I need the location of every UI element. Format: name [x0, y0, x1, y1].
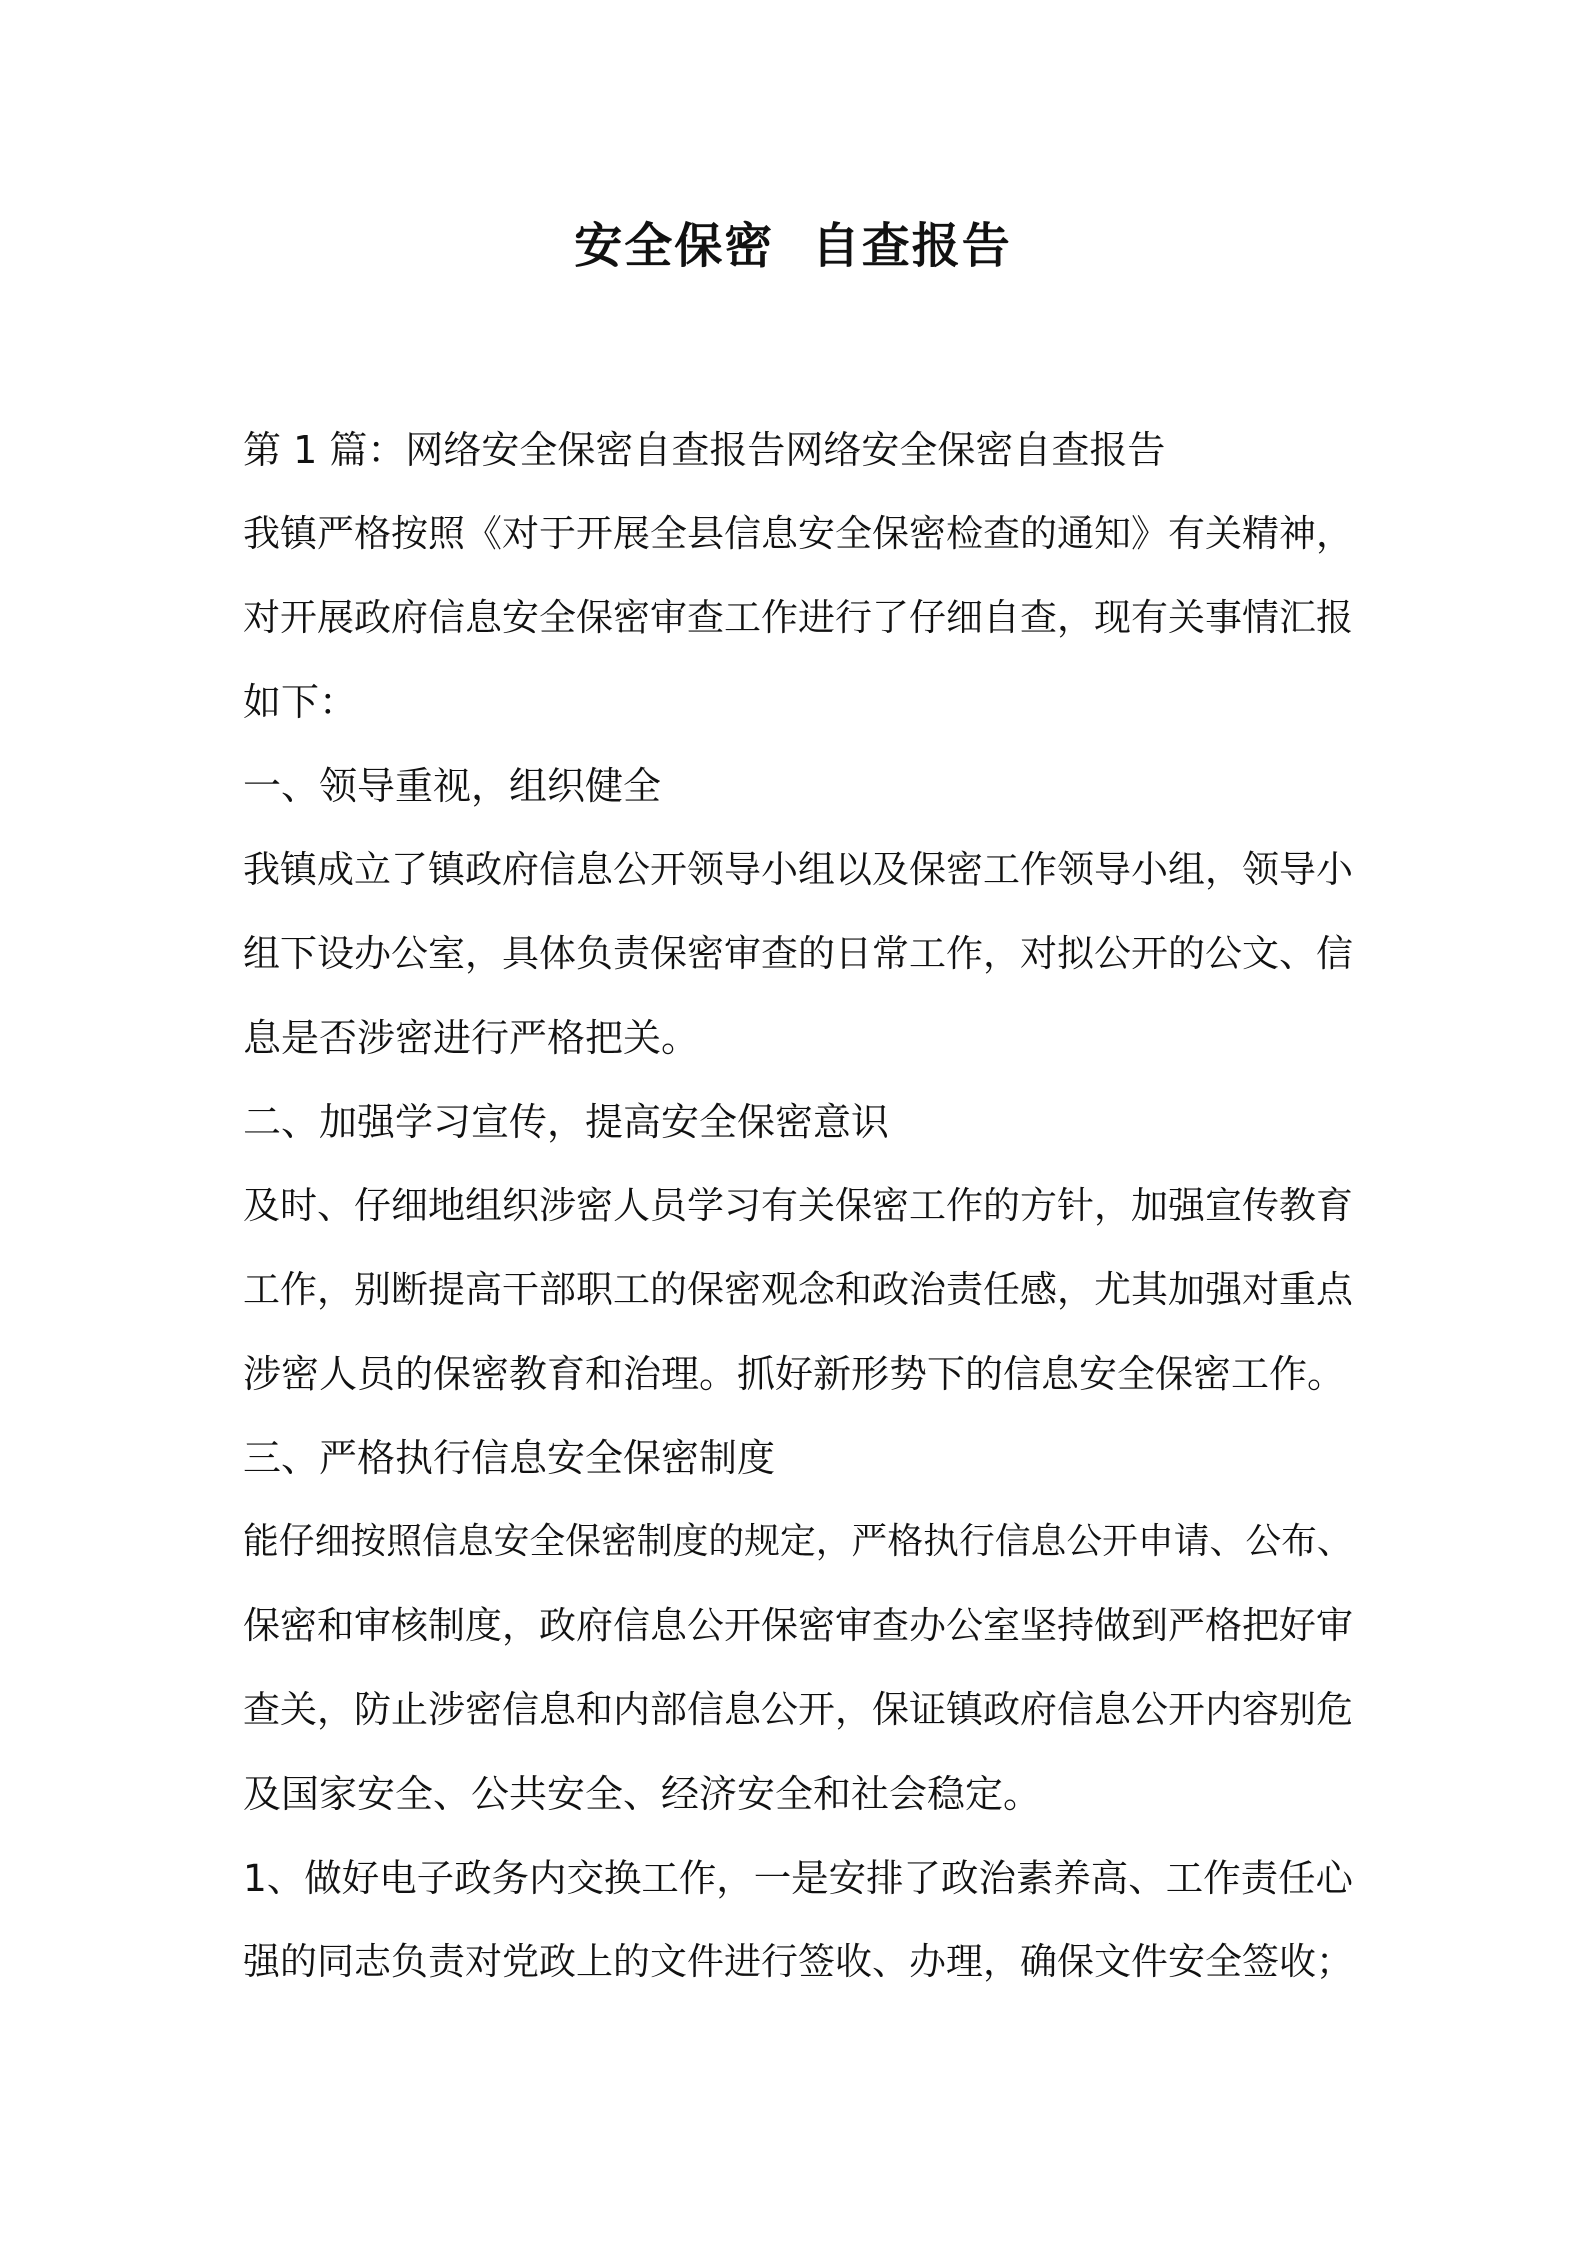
body-line: 及时、仔细地组织涉密人员学习有关保密工作的方针，加强宣传教育	[243, 1184, 1353, 1227]
body-line: 第 1 篇：网络安全保密自查报告网络安全保密自查报告	[243, 428, 1166, 472]
body-line: 查关，防止涉密信息和内部信息公开，保证镇政府信息公开内容别危	[243, 1688, 1353, 1731]
body-line: 保密和审核制度，政府信息公开保密审查办公室坚持做到严格把好审	[243, 1604, 1353, 1647]
body-line: 对开展政府信息安全保密审查工作进行了仔细自查，现有关事情汇报	[243, 596, 1353, 639]
section-heading: 二、加强学习宣传，提高安全保密意识	[243, 1100, 890, 1144]
body-line: 能仔细按照信息安全保密制度的规定，严格执行信息公开申请、公布、	[243, 1521, 1353, 1562]
document-title: 安全保密 自查报告	[574, 218, 1012, 274]
body-line: 息是否涉密进行严格把关。	[243, 1016, 700, 1060]
body-line: 1、做好电子政务内交换工作，一是安排了政治素养高、工作责任心	[243, 1856, 1353, 1900]
section-heading: 一、领导重视，组织健全	[243, 764, 662, 808]
body-line: 工作，别断提高干部职工的保密观念和政治责任感，尤其加强对重点	[243, 1268, 1353, 1311]
body-line: 我镇严格按照《对于开展全县信息安全保密检查的通知》有关精神，	[243, 512, 1353, 555]
body-line: 组下设办公室，具体负责保密审查的日常工作，对拟公开的公文、信	[243, 932, 1353, 975]
body-line: 如下：	[243, 680, 358, 724]
document-body	[243, 408, 1353, 2004]
body-line: 及国家安全、公共安全、经济安全和社会稳定。	[243, 1772, 1042, 1816]
body-line: 涉密人员的保密教育和治理。抓好新形势下的信息安全保密工作。	[243, 1352, 1346, 1396]
section-heading: 三、严格执行信息安全保密制度	[243, 1436, 776, 1480]
body-line: 强的同志负责对党政上的文件进行签收、办理，确保文件安全签收；	[243, 1940, 1353, 1983]
body-line: 我镇成立了镇政府信息公开领导小组以及保密工作领导小组，领导小	[243, 848, 1353, 891]
